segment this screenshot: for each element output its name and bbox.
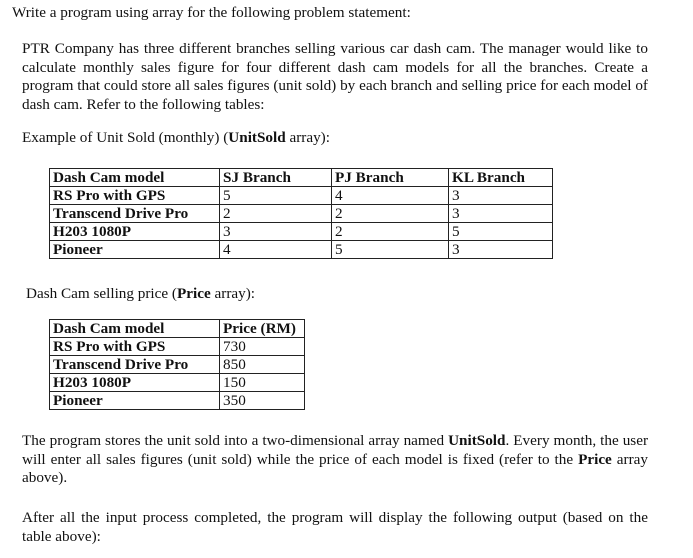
price-caption (26, 285, 255, 304)
value-cell: 4 (220, 241, 332, 259)
caption-text: array): (210, 285, 255, 302)
price-cell: 350 (220, 392, 305, 410)
value-cell: 3 (449, 205, 553, 223)
question-heading: Write a program using array for the following problem statement: (12, 4, 411, 21)
value-cell: 3 (449, 187, 553, 205)
paragraph-text: The program stores the unit sold into a two-dimensional array named (22, 432, 449, 449)
value-cell: 2 (220, 205, 332, 223)
model-cell: Transcend Drive Pro (50, 356, 220, 374)
model-cell: RS Pro with GPS (50, 338, 220, 356)
model-cell: H203 1080P (50, 223, 220, 241)
array-name-unitsold: UnitSold (448, 432, 506, 449)
table-row (50, 241, 553, 259)
price-cell: 730 (220, 338, 305, 356)
storage-paragraph (22, 432, 648, 488)
value-cell: 5 (332, 241, 449, 259)
table-row (50, 205, 553, 223)
header-cell: PJ Branch (332, 169, 449, 187)
model-cell: Pioneer (50, 241, 220, 259)
array-name-price: Price (578, 450, 612, 468)
value-cell: 4 (332, 187, 449, 205)
paragraph-text: . Every month, the user will enter all sales figures (unit sold) while the price of each model is fixed (refer to the (22, 432, 648, 468)
table-row (50, 356, 305, 374)
header-cell: Dash Cam model (50, 169, 220, 187)
caption-array-name: UnitSold (228, 129, 286, 146)
unit-sold-table (49, 168, 553, 259)
paragraph-text: array above). (22, 450, 648, 486)
model-cell: Pioneer (50, 392, 220, 410)
value-cell: 2 (332, 205, 449, 223)
table-header-row (50, 320, 305, 338)
caption-text: array): (285, 129, 330, 146)
price-table (49, 319, 305, 410)
table-row (50, 223, 553, 241)
price-cell: 850 (220, 356, 305, 374)
value-cell: 3 (449, 241, 553, 259)
table-row (50, 392, 305, 410)
value-cell: 5 (449, 223, 553, 241)
table-row (50, 187, 553, 205)
table-row (50, 374, 305, 392)
table-header-row (50, 169, 553, 187)
model-cell: H203 1080P (50, 374, 220, 392)
caption-text: Example of Unit Sold (monthly) ( (22, 129, 229, 146)
header-cell: Price (RM) (220, 320, 305, 338)
caption-array-name: Price (177, 285, 211, 302)
model-cell: RS Pro with GPS (50, 187, 220, 205)
header-cell: KL Branch (449, 169, 553, 187)
caption-text: Dash Cam selling price ( (26, 285, 177, 302)
output-paragraph: After all the input process completed, the program will display the following output (based on the table above): (22, 509, 648, 545)
value-cell: 3 (220, 223, 332, 241)
header-cell: Dash Cam model (50, 320, 220, 338)
price-cell: 150 (220, 374, 305, 392)
value-cell: 5 (220, 187, 332, 205)
problem-statement: PTR Company has three different branches selling various car dash cam. The manager would like to calculate monthly sales figure for four different dash cam models for all the branches. Create a program that could store all sales figures (unit sold) by each branch and selling price for each model of dash cam. Refer to the following tables: (22, 40, 648, 113)
value-cell: 2 (332, 223, 449, 241)
model-cell: Transcend Drive Pro (50, 205, 220, 223)
unit-sold-caption (22, 129, 330, 148)
table-row (50, 338, 305, 356)
header-cell: SJ Branch (220, 169, 332, 187)
